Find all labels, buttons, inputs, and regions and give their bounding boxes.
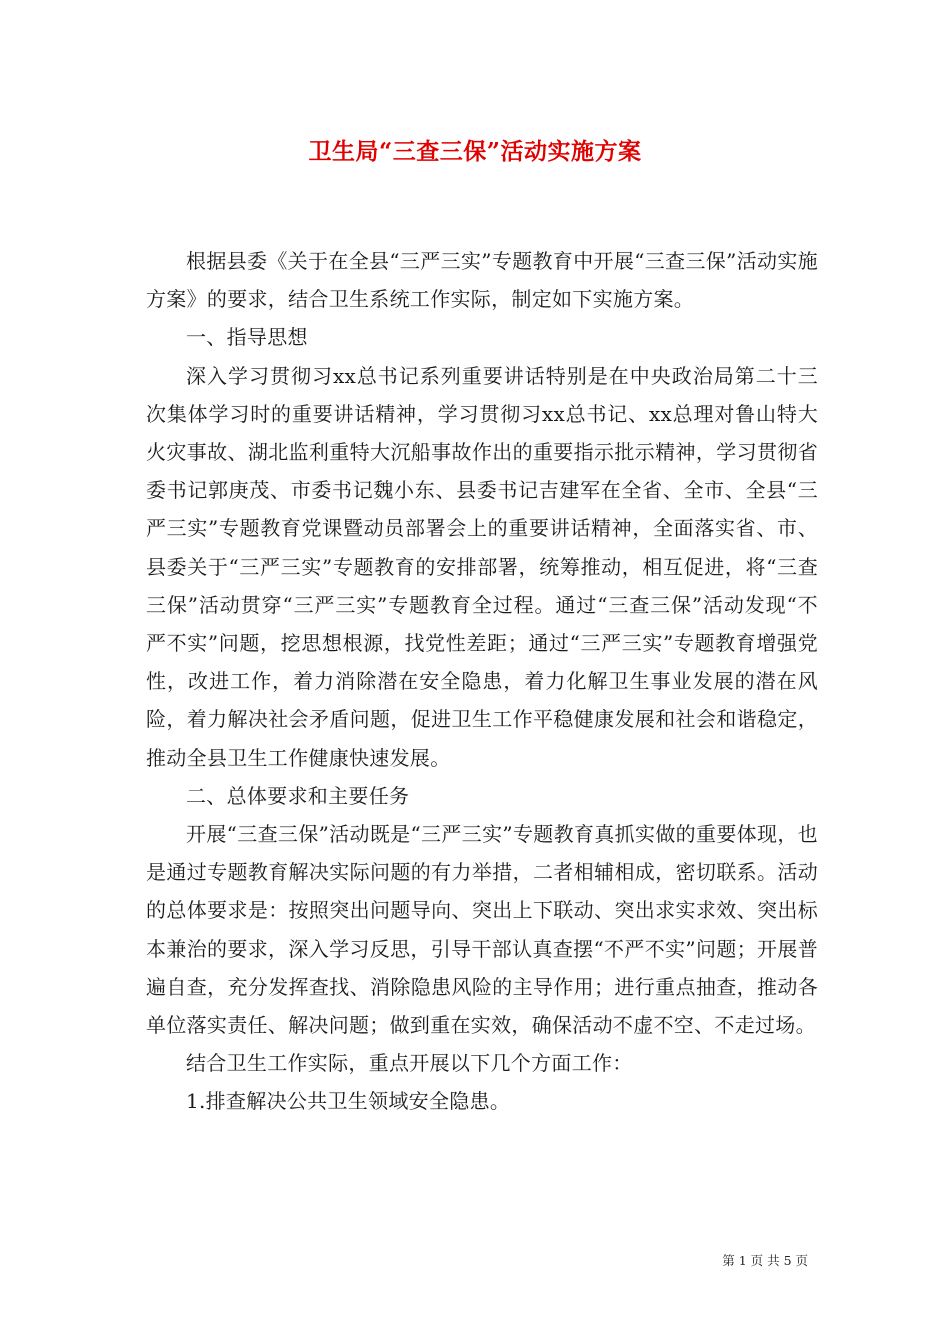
requirements-paragraph: 开展“三查三保”活动既是“三严三实”专题教育真抓实做的重要体现，也是通过专题教育解决实际问题的有力举措，二者相辅相成，密切联系。活动的总体要求是：按照突出问题导向、突出上下联动、突出求实求效、突出标本兼治的要求，深入学习反思，引导干部认真查摆“不严不实”问题；开展普遍自查，充分发挥查找、消除隐患风险的主导作用；进行重点抽查，推动各单位落实责任、解决问题；做到重在实效，确保活动不虚不空、不走过场。 <box>146 822 818 1038</box>
section-heading-guiding-ideology: 一、指导思想 <box>186 325 308 350</box>
work-intro-paragraph: 结合卫生工作实际，重点开展以下几个方面工作： <box>186 1051 633 1076</box>
document-title: 卫生局“三查三保”活动实施方案 <box>308 138 642 165</box>
work-item-1: 1.排查解决公共卫生领域安全隐患。 <box>186 1089 511 1114</box>
intro-paragraph: 根据县委《关于在全县“三严三实”专题教育中开展“三查三保”活动实施方案》的要求，结合卫生系统工作实际，制定如下实施方案。 <box>146 249 818 312</box>
document-body <box>146 242 818 1121</box>
page-number-footer: 第 1 页 共 5 页 <box>722 1253 808 1268</box>
section-heading-requirements: 二、总体要求和主要任务 <box>186 783 410 808</box>
guiding-ideology-paragraph: 深入学习贯彻习xx总书记系列重要讲话特别是在中央政治局第二十三次集体学习时的重要讲话精神，学习贯彻习xx总书记、xx总理对鲁山特大火灾事故、湖北监利重特大沉船事故作出的重要指示批示精神，学习贯彻省委书记郭庚茂、市委书记魏小东、县委书记吉建军在全省、全市、全县“三严三实”专题教育党课暨动员部署会上的重要讲话精神，全面落实省、市、县委关于“三严三实”专题教育的安排部署，统筹推动，相互促进，将“三查三保”活动贯穿“三严三实”专题教育全过程。通过“三查三保”活动发现“不严不实”问题，挖思想根源，找党性差距；通过“三严三实”专题教育增强党性，改进工作，着力消除潜在安全隐患，着力化解卫生事业发展的潜在风险，着力解决社会矛盾问题，促进卫生工作平稳健康发展和社会和谐稳定，推动全县卫生工作健康快速发展。 <box>146 363 818 770</box>
